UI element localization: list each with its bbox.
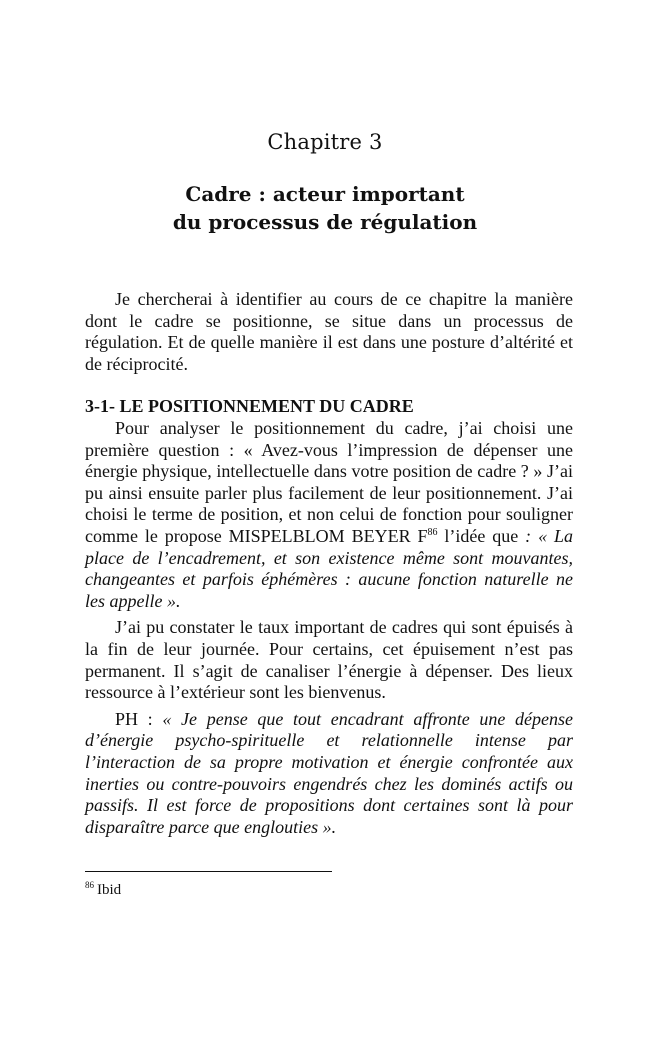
footnote-number: 86: [85, 880, 94, 890]
paragraph-2: J’ai pu constater le taux important de cadres qui sont épuisés à la fin de leur journée. Pour certains, cet épuisement n’est pas permanent. Il s’agit de canaliser l’énergie à dépenser. Des lieux ressource à l’extérieur sont les bienvenus.: [85, 617, 573, 703]
paragraph-1-text-b: l’idée que: [437, 525, 526, 546]
paragraph-1-text-a: Pour analyser le positionnement du cadre, j’ai choisi une première question : « Avez-vous l’impression de dépenser une énergie physique, intellectuelle dans votre position de cadre ? » J’ai pu ainsi ensuite parler plus facilement de leur positionnement. J’ai choisi le terme de position, et non celui de fonction pour souligner comme le propose MISPELBLOM BEYER F: [85, 418, 573, 546]
section-body: [85, 418, 573, 838]
footnote-reference[interactable]: 86: [427, 526, 438, 538]
paragraph-3-quote: « Je pense que tout encadrant affronte une dépense d’énergie psycho-spirituelle et relationnelle intense par l’interaction de sa propre motivation et énergie confrontée aux inerties ou contre-pouvoirs engendrés chez les dominés actifs ou passifs. Il est force de propositions dont certaines sont là pour disparaître parce que englouties ».: [85, 708, 574, 837]
paragraph-3: [85, 709, 573, 839]
intro-paragraph: Je chercherai à identifier au cours de ce chapitre la manière dont le cadre se positionne, se situe dans un processus de régulation. Et de quelle manière il est dans une posture d’altérité et de réciprocité.: [85, 289, 573, 374]
chapter-label: Chapitre 3: [267, 130, 383, 154]
footnote: [85, 882, 121, 899]
chapter-title: [0, 180, 650, 236]
footnote-text: Ibid: [97, 882, 122, 898]
chapter-title-line-1: Cadre : acteur important: [185, 182, 465, 206]
footnote-divider: [85, 871, 332, 872]
section-heading: 3-1- LE POSITIONNEMENT DU CADRE: [85, 396, 414, 416]
intro-block: [85, 289, 573, 375]
paragraph-1: [85, 418, 573, 612]
chapter-title-line-2: du processus de régulation: [172, 210, 478, 234]
paragraph-3-speaker: PH :: [115, 708, 163, 729]
paragraph-1-quote: : « La place de l’encadrement, et son existence même sont mouvantes, changeantes et parfois éphémères : aucune fonction naturelle ne les appelle ».: [85, 525, 573, 611]
